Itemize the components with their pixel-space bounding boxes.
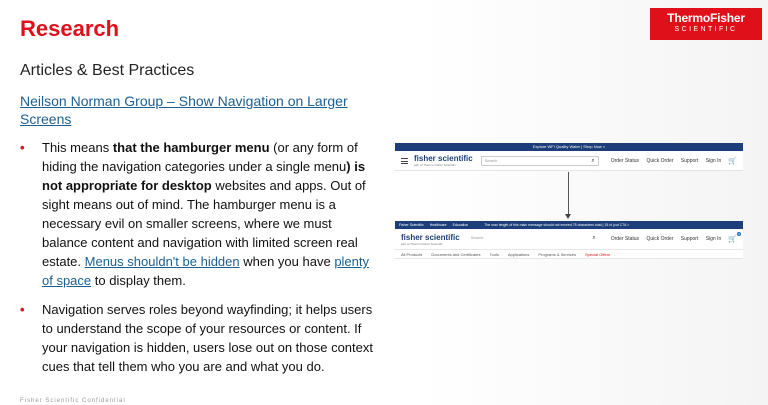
sign-in-link[interactable]: Sign In: [705, 236, 722, 242]
utility-message: The max length of this main message should not exceed 75 characters total | 15 ct (cut CTA >: [484, 223, 630, 227]
screenshot-hamburger-header: [395, 143, 743, 171]
sign-in-link[interactable]: Sign In: [705, 157, 722, 164]
bullet-text: to display them.: [91, 273, 186, 288]
arrow-down-icon: [565, 214, 571, 219]
search-placeholder: Search: [484, 157, 498, 163]
nav-item-documents[interactable]: Documents and Certificates: [431, 251, 481, 257]
section-subtitle: Articles & Best Practices: [20, 62, 195, 79]
bullet-item: [18, 300, 378, 376]
order-status-link[interactable]: Order Status: [610, 236, 640, 242]
utility-link[interactable]: Education: [452, 223, 469, 227]
logo-line1: ThermoFisher: [667, 11, 745, 25]
bullet-item: [18, 138, 378, 290]
brand-name: fisher scientific: [401, 232, 460, 242]
nng-reference-link[interactable]: Neilson Norman Group – Show Navigation on Larger Screens: [20, 93, 348, 127]
bullet-bold-text: that the hamburger menu: [112, 140, 270, 155]
utility-link[interactable]: Healthcare: [429, 223, 447, 227]
brand-sub: part of Thermo Fisher Scientific: [401, 241, 443, 246]
quick-order-link[interactable]: Quick Order: [646, 236, 674, 242]
nav-item-programs[interactable]: Programs & Services: [538, 251, 576, 257]
cart-icon[interactable]: 🛒: [728, 157, 737, 165]
cart-icon[interactable]: 🛒 0: [728, 232, 740, 243]
plenty-of-space-link[interactable]: plenty of space: [42, 254, 370, 288]
site-header: [395, 229, 743, 249]
bullet-text: websites and apps. Out of sight means out of mind. The hamburger menu is a necessary evil on smaller screens, where we must balance content and navigation with limited screen real estate.: [42, 178, 366, 269]
nav-item-special-offers[interactable]: Special Offers: [584, 251, 611, 257]
header-links: [605, 236, 722, 242]
bullet-text: (or any form of hiding the navigation categories under a single menu: [42, 140, 358, 174]
search-placeholder: Search: [470, 235, 484, 240]
fisher-logo: [401, 233, 460, 246]
promo-bar: Explore WFI Quality Water | Shop Now >: [395, 143, 743, 151]
header-links: [605, 158, 722, 164]
fisher-logo: [414, 154, 473, 167]
logo-line2: SCIENTIFIC: [674, 26, 738, 33]
bullet-text: This means: [42, 140, 113, 155]
nav-item-tools[interactable]: Tools: [489, 251, 499, 257]
bullet-text: when you have: [239, 254, 335, 269]
site-header: [395, 151, 743, 171]
screenshot-expanded-nav: [395, 221, 743, 259]
hamburger-menu-icon[interactable]: [401, 158, 408, 164]
slide-footer: Fisher Scientific Confidential: [20, 398, 126, 404]
bullet-bold-text: ) is not appropriate for desktop: [42, 159, 366, 193]
order-status-link[interactable]: Order Status: [610, 157, 640, 164]
search-icon[interactable]: ⌕: [591, 157, 595, 164]
bullet-dot-icon: •: [20, 302, 25, 317]
slide-title: Research: [20, 16, 120, 41]
thermo-fisher-logo: [650, 8, 762, 40]
search-icon[interactable]: ⌕: [592, 235, 596, 241]
cart-badge: 0: [738, 232, 740, 236]
nav-item-all-products[interactable]: All Products: [401, 251, 423, 257]
bullet-dot-icon: •: [20, 140, 25, 155]
menus-hidden-link[interactable]: Menus shouldn't be hidden: [84, 254, 240, 269]
category-nav: [395, 249, 743, 259]
brand-sub: part of Thermo Fisher Scientific: [414, 163, 456, 167]
brand-name: fisher scientific: [414, 154, 473, 163]
connector-line: [568, 172, 569, 216]
support-link[interactable]: Support: [680, 236, 699, 242]
utility-link[interactable]: Fisher Scientific: [399, 223, 424, 227]
utility-bar: [395, 221, 743, 229]
nav-item-applications[interactable]: Applications: [507, 251, 530, 257]
bullet-list: [18, 138, 378, 386]
support-link[interactable]: Support: [680, 157, 699, 164]
bullet-text: Navigation serves roles beyond wayfinding; it helps users to understand the scope of your resources or content. If your navigation is hidden, users lose out on those context cues that tell them who you are and what you do.: [42, 302, 373, 374]
quick-order-link[interactable]: Quick Order: [646, 157, 674, 164]
search-input[interactable]: [468, 234, 599, 244]
search-input[interactable]: [481, 156, 599, 166]
